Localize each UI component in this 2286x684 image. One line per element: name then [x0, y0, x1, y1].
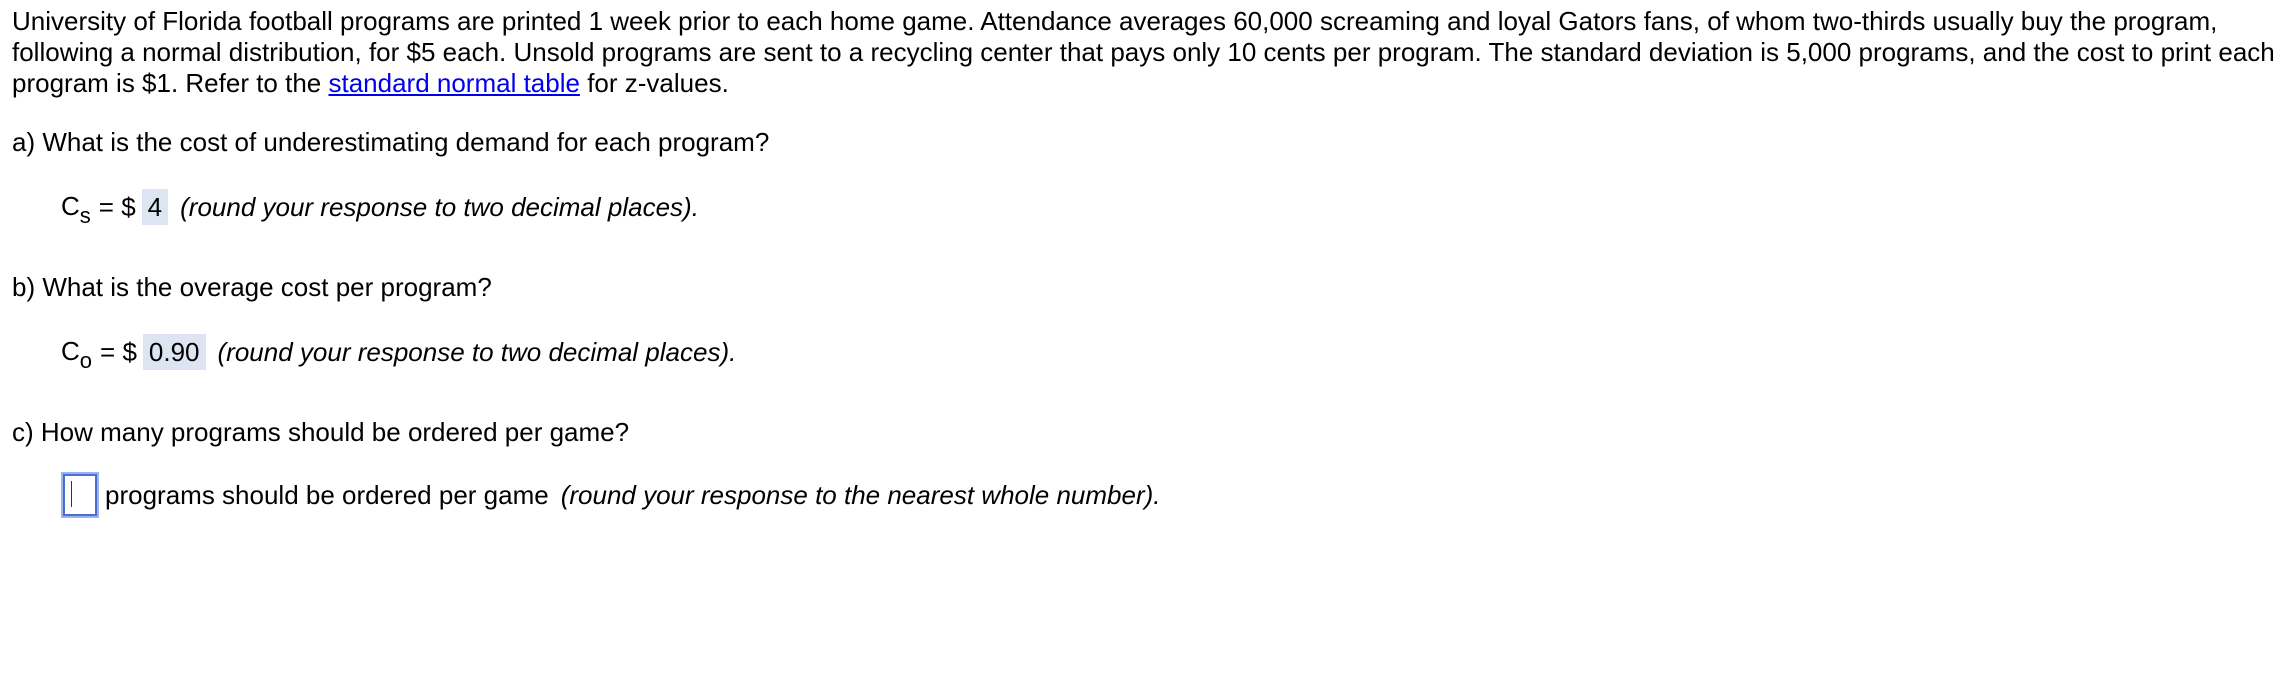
problem-text: University of Florida football programs are printed 1 week prior to each home game. Attendance averages 60,000 screaming and loyal Gators fans, of whom two-thirds usually buy the program, following a normal distribution, for $5 each. Unsold programs are sent to a recycling center that pays only 10 cents per program. The standard deviation is 5,000 programs, and the cost to print each program is $1. Refer to the — [12, 6, 2275, 98]
variable-co-subscript: o — [79, 348, 93, 373]
text-cursor — [71, 481, 72, 507]
variable-cs-subscript: s — [79, 203, 91, 228]
standard-normal-table-link[interactable]: standard normal table — [328, 68, 580, 98]
answer-b-line — [61, 333, 2278, 371]
problem-statement — [12, 6, 2278, 99]
problem-text-end: for z-values. — [579, 68, 729, 98]
question-content — [12, 6, 2278, 516]
question-a: a) What is the cost of underestimating demand for each program? — [12, 127, 770, 157]
answer-c-label: programs should be ordered per game — [105, 480, 549, 510]
variable-cs-main: C — [61, 191, 80, 221]
question-c: c) How many programs should be ordered per game? — [12, 417, 630, 447]
answer-c-line — [61, 474, 2278, 516]
programs-ordered-input[interactable] — [63, 474, 97, 516]
variable-cs — [61, 188, 91, 226]
variable-co-main: C — [61, 336, 80, 366]
rounding-note-b: (round your response to two decimal places). — [217, 337, 737, 367]
equals-dollar: = $ — [100, 337, 137, 367]
rounding-note-c: (round your response to the nearest whole number). — [560, 480, 1161, 510]
answer-b-value[interactable]: 0.90 — [143, 334, 206, 370]
answer-a-line — [61, 188, 2278, 226]
variable-co — [61, 333, 92, 371]
answer-a-value[interactable]: 4 — [142, 189, 168, 225]
rounding-note-a: (round your response to two decimal places). — [180, 192, 699, 222]
equals-dollar: = $ — [98, 192, 136, 222]
question-b: b) What is the overage cost per program? — [12, 272, 492, 302]
